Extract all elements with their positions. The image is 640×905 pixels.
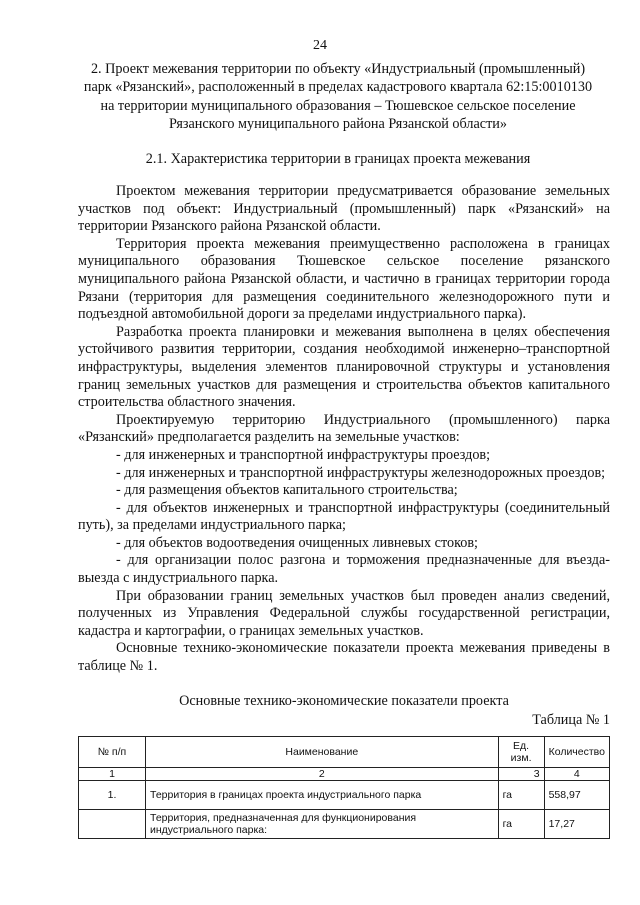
header-cell: Наименование [146,737,499,768]
row-number-cell: 1. [79,781,146,810]
list-item: - для размещения объектов капитального строительства; [116,482,458,499]
table-caption: Основные технико-экономические показатели проекта [179,693,509,709]
table-label: Таблица № 1 [532,712,610,728]
list-item: - для объектов инженерных и транспортной инфраструктуры (соединительный путь), за пределами индустриального парка; [78,499,610,534]
row-quantity-cell: 17,27 [544,810,609,839]
paragraph-1: Проектом межевания территории предусматривается образование земельных участков под объект: Индустриальный (промышленный) парк «Рязанский» на территории Рязанского района Рязанской области. [78,183,610,235]
row-unit-cell: га [498,781,544,810]
indicators-table [78,736,610,839]
row-unit-cell: га [498,810,544,839]
paragraph-5: При образовании границ земельных участков был проведен анализ сведений, полученных из Управления Федеральной службы государственной регистрации, кадастра и картографии, о границах земельных участков. [78,587,610,639]
table-row [79,781,610,810]
table-header-row [79,737,610,768]
header-cell: Ед. изм. [498,737,544,768]
row-name-cell: Территория в границах проекта индустриального парка [146,781,499,810]
list-item: - для инженерных и транспортной инфраструктуры проездов; [116,446,491,463]
column-number-cell: 2 [146,768,499,781]
subsection-heading: 2.1. Характеристика территории в границах проекта межевания [145,151,531,167]
column-number-cell: 4 [544,768,609,781]
column-number-row [79,768,610,781]
header-cell: Количество [544,737,609,768]
section-heading: 2. Проект межевания территории по объекту «Индустриальный (промышленный) парк «Рязанский», расположенный в пределах кадастрового квартала 62:15:0010130 на территории муниципального образования – Тюшевское сельское поселение Рязанского муниципального района Рязанской области» [83,61,593,133]
row-name-cell: Территория, предназначенная для функционирования индустриального парка: [146,810,499,839]
row-quantity-cell: 558,97 [544,781,609,810]
column-number-cell: 3 [498,768,544,781]
body-text [78,183,610,676]
paragraph-6: Основные технико-экономические показатели проекта межевания приведены в таблице № 1. [78,640,610,675]
list-item: - для организации полос разгона и торможения предназначенные для въезда-выезда с индустриального парка. [78,552,610,587]
list-item: - для объектов водоотведения очищенных ливневых стоков; [116,534,478,551]
page-number: 24 [313,38,327,53]
table-row [79,810,610,839]
row-number-cell [79,810,146,839]
paragraph-4: Проектируемую территорию Индустриального (промышленного) парка «Рязанский» предполагается разделить на земельные участков: [78,411,610,446]
list-item: - для инженерных и транспортной инфраструктуры железнодорожных проездов; [116,464,606,481]
header-cell: № п/п [79,737,146,768]
column-number-cell: 1 [79,768,146,781]
paragraph-3: Разработка проекта планировки и межевания выполнена в целях обеспечения устойчивого развития территории, создания необходимой инженерно–транспортной инфраструктуры, выделения элементов планировочной структуры и установления границ земельных участков для размещения и строительства объектов капитального строительства областного значения. [78,323,610,411]
paragraph-2: Территория проекта межевания преимущественно расположена в границах муниципального образования Тюшевское сельское поселение рязанского муниципального района Рязанской области, и частично в границах территории города Рязани (территория для размещения соединительного железнодорожного пути и подъездной автомобильной дороги за пределами индустриального парка). [78,235,610,323]
